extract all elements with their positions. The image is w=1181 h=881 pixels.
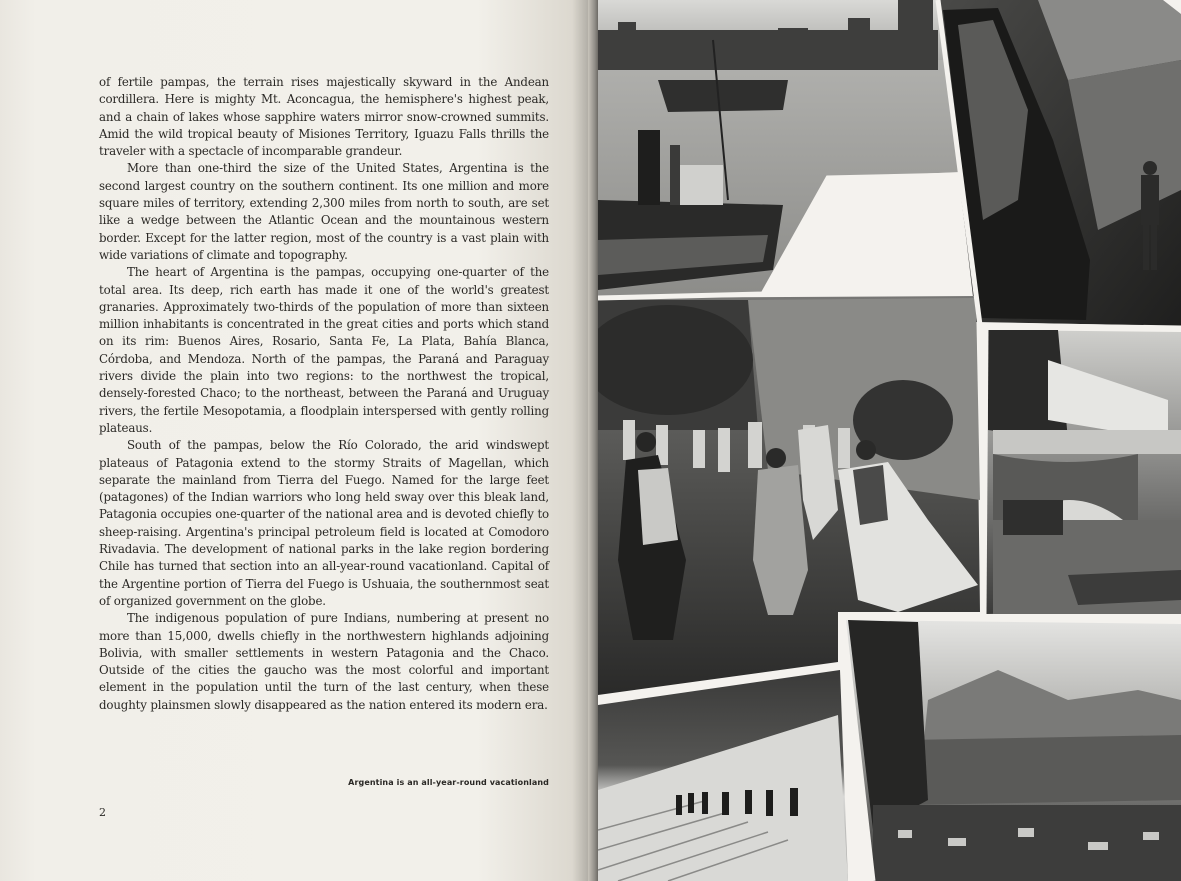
ski-slope-photo [598, 670, 848, 881]
photo-caption: Argentina is an all-year-round vacationland [348, 778, 549, 787]
harbor-photo [598, 0, 960, 298]
paragraph-1: of fertile pampas, the terrain rises majestically skyward in the Andean cordillera. Here is mighty Mt. Aconcagua, the hemisphere's highest peak, and a chain of lakes whose sapphire waters mirror snow-crowned summits. Amid the wild tropical beauty of Misiones Territory, Iguazu Falls thrills the traveler with a spectacle of incomparable grandeur. [99, 75, 549, 159]
right-page-photo-collage [598, 0, 1181, 881]
paragraph-2: More than one-third the size of the United States, Argentina is the second largest country on the southern continent. Its one million and more square miles of territory, extending 2,300 miles from north to south, are set like a wedge between the Atlantic Ocean and the mountainous western border. Except for the latter region, most of the country is a vast plain with wide variations of climate and topography. [99, 161, 549, 262]
photo-collage [598, 0, 1181, 881]
paragraph-4: South of the pampas, below the Río Colorado, the arid windswept plateaus of Patagonia extend to the stormy Straits of Magellan, which separate the mainland from Tierra del Fuego. Named for the large feet (patagones) of the Indian warriors who long held sway over this bleak land, Patagonia occupies one-quarter of the national area and is devoted chiefly to sheep-raising. Argentina's principal petroleum field is located at Comodoro Rivadavia. The development of national parks in the lake region bordering Chile has turned that section into an all-year-round vacationland. Capital of the Argentine portion of Tierra del Fuego is Ushuaia, the southernmost seat of organized government on the globe. [99, 438, 549, 608]
body-text [99, 74, 549, 714]
paragraph-5: The indigenous population of pure Indians, numbering at present no more than 15,000, dwells chiefly in the northwestern highlands adjoining Bolivia, with smaller settlements in western Patagonia and the Chaco. Outside of the cities the gaucho was the most colorful and important element in the population until the turn of the last century, when these doughty plainsmen slowly disappeared as the nation entered its modern era. [99, 611, 549, 712]
mountain-valley-photo [843, 620, 1181, 881]
bridge-photo [986, 330, 1181, 614]
page-number: 2 [99, 806, 106, 819]
paragraph-3: The heart of Argentina is the pampas, occupying one-quarter of the total area. Its deep, rich earth has made it one of the world's greatest granaries. Approximately two-thirds of the population of more than sixteen million inhabitants is concentrated in the great cities and ports which stand on its rim: Buenos Aires, Rosario, Santa Fe, La Plata, Bahía Blanca, Córdoba, and Mendoza. North of the pampas, the Paraná and Paraguay rivers divide the plain into two regions: to the northwest the tropical, densely-forested Chaco; to the northeast, between the Paraná and Uruguay rivers, the fertile Mesopotamia, a floodplain interspersed with gently rolling plateaus. [99, 265, 549, 435]
